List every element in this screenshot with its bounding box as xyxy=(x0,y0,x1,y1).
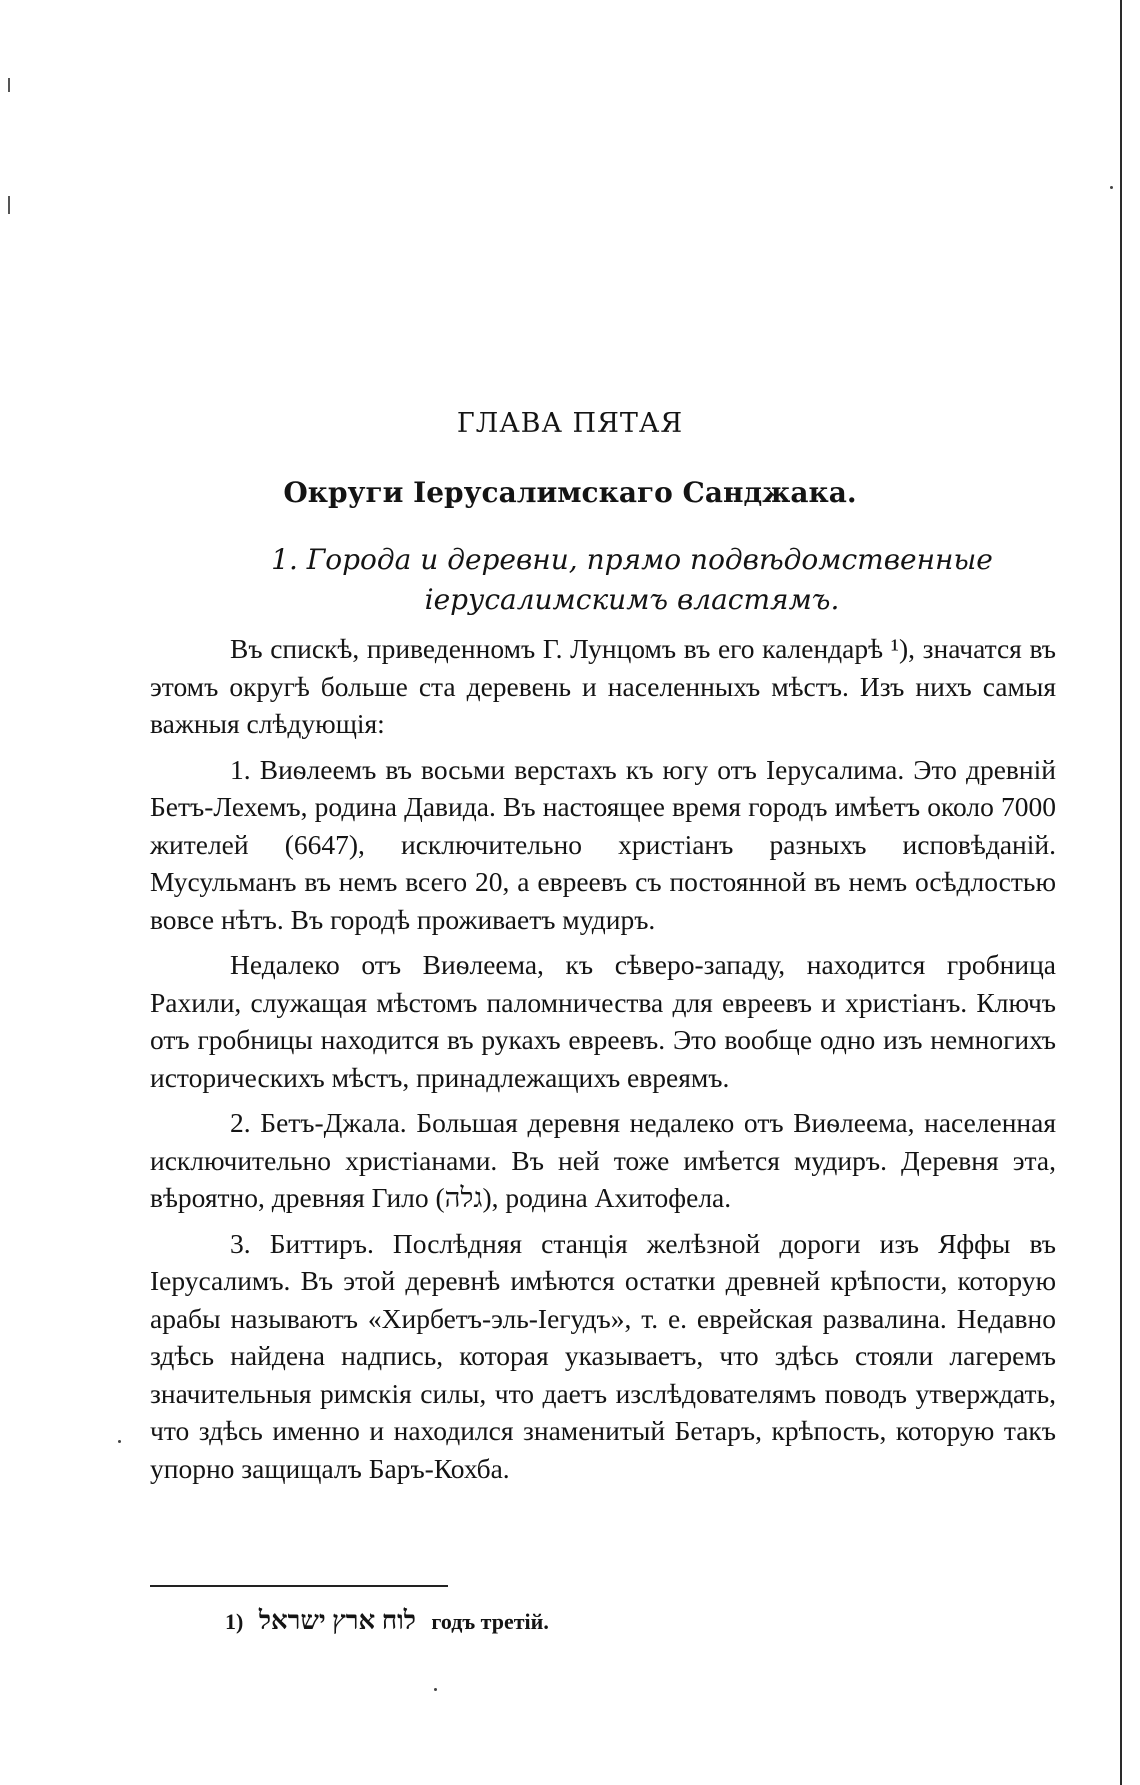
paragraph: 3. Биттиръ. Послѣдняя станція желѣзной дороги изъ Яффы въ Іерусалимъ. Въ этой деревнѣ имѣются остатки древней крѣпости, которую арабы называютъ «Хирбетъ-эль-Іегудъ», т. е. еврейская развалина. Недавно здѣсь найдена надпись, которая указываетъ, что здѣсь стояли лагеремъ значительныя римскія силы, что даетъ изслѣдователямъ поводъ утверждать, что здѣсь именно и находился знаменитый Бетаръ, крѣпость, которую такъ упорно защищалъ Баръ-Кохба. xyxy=(150,1227,1056,1484)
section-title: Округи Іерусалимскаго Санджака. xyxy=(283,476,857,509)
paragraph: 1. Виѳлеемъ въ восьми верстахъ къ югу отъ Іерусалима. Это древній Бетъ-Лехемъ, родина Давида. Въ настоящее время городъ имѣетъ около 7000 жителей (6647), исключительно христіанъ разныхъ исповѣданій. Мусульманъ въ немъ всего 20, а евреевъ съ постоянной въ немъ осѣдлостью вовсе нѣтъ. Въ городѣ проживаетъ мудиръ. xyxy=(150,753,1056,935)
footnote-hebrew: לוח ארץ ישראל xyxy=(258,1606,416,1635)
margin-mark xyxy=(8,78,10,92)
print-speck xyxy=(434,1688,437,1691)
paragraph: Въ спискѣ, приведенномъ Г. Лунцомъ въ его календарѣ ¹), значатся въ этомъ округѣ больше ста деревень и населенныхъ мѣстъ. Изъ нихъ самыя важныя слѣдующія: xyxy=(150,633,1056,739)
paragraph: 2. Бетъ-Джала. Большая деревня недалеко отъ Виѳлеема, населенная исключительно христіанами. Въ ней тоже имѣется мудиръ. Деревня эта, вѣроятно, древняя Гило (גלה), родина Ахитофела. xyxy=(150,1107,1056,1213)
footnote xyxy=(225,1606,549,1636)
paragraph: Недалеко отъ Виѳлеема, къ сѣверо-западу, находится гробница Рахили, служащая мѣстомъ паломничества для евреевъ и христіанъ. Ключъ отъ гробницы находится въ рукахъ евреевъ. Это вообще одно изъ немногихъ историческихъ мѣстъ, принадлежащихъ евреямъ. xyxy=(150,949,1056,1093)
chapter-heading: ГЛАВА ПЯТАЯ xyxy=(456,408,684,439)
margin-mark xyxy=(8,196,10,214)
print-speck xyxy=(118,1440,121,1443)
footnote-marker: 1) xyxy=(225,1609,244,1634)
footnote-text: годъ третій. xyxy=(431,1609,549,1634)
print-speck xyxy=(1110,186,1113,189)
page-edge xyxy=(1120,0,1122,1785)
footnote-rule xyxy=(150,1585,448,1587)
subtitle: 1. Города и деревни, прямо подвѣдомственные іерусалимскимъ властямъ. xyxy=(271,543,993,616)
body-text xyxy=(150,630,1056,1495)
